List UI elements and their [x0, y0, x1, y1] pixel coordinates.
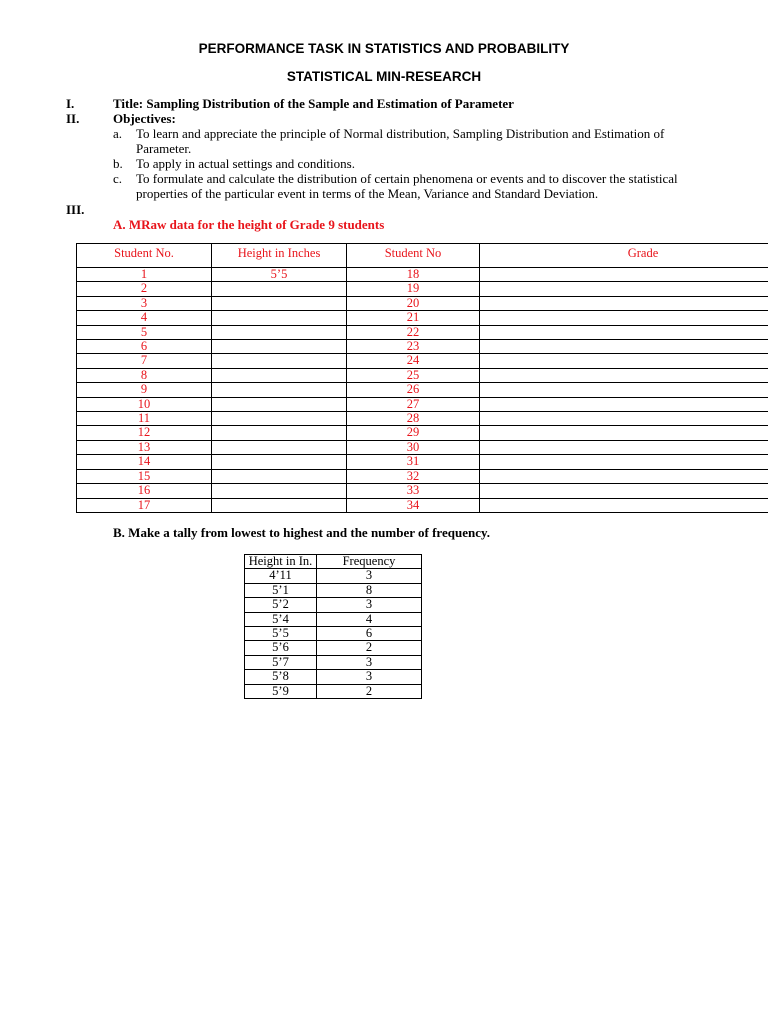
raw-table-row — [77, 440, 768, 454]
tally-table-row — [245, 569, 422, 583]
raw-table-cell: 28 — [347, 412, 480, 426]
objective-c-letter: c. — [113, 171, 123, 186]
objective-b-text: To apply in actual settings and conditions. — [136, 156, 355, 171]
raw-table-row — [77, 268, 768, 282]
raw-table-cell — [480, 311, 768, 325]
raw-table-row — [77, 368, 768, 382]
raw-table-cell: 31 — [347, 455, 480, 469]
tally-table-row — [245, 598, 422, 612]
section-ii-title: Objectives: — [113, 111, 176, 126]
raw-table-cell — [480, 440, 768, 454]
raw-table-body — [77, 268, 768, 513]
raw-table-cell — [212, 455, 347, 469]
raw-table-row — [77, 484, 768, 498]
raw-table-cell — [480, 484, 768, 498]
raw-table-row — [77, 498, 768, 512]
raw-table-cell: 14 — [77, 455, 212, 469]
tally-table-cell: 3 — [317, 655, 422, 669]
raw-table-cell — [212, 426, 347, 440]
raw-table-cell — [212, 469, 347, 483]
document-heading: PERFORMANCE TASK IN STATISTICS AND PROBABILITY — [198, 41, 570, 56]
raw-table-cell — [480, 296, 768, 310]
tally-table-row — [245, 641, 422, 655]
raw-table-cell — [212, 484, 347, 498]
raw-table-row — [77, 296, 768, 310]
raw-table-cell — [480, 455, 768, 469]
raw-table-cell: 16 — [77, 484, 212, 498]
raw-table-cell: 22 — [347, 325, 480, 339]
raw-table-cell: 25 — [347, 368, 480, 382]
raw-table-cell: 30 — [347, 440, 480, 454]
raw-table-cell — [212, 296, 347, 310]
raw-header-student-no: Student No. — [77, 244, 212, 268]
raw-table-cell — [212, 282, 347, 296]
tally-header-height: Height in In. — [245, 555, 317, 569]
raw-table-cell: 8 — [77, 368, 212, 382]
tally-table-cell: 3 — [317, 569, 422, 583]
tally-table-body — [245, 569, 422, 699]
tally-table-cell: 8 — [317, 583, 422, 597]
raw-table-cell: 13 — [77, 440, 212, 454]
tally-table-header — [245, 555, 422, 569]
raw-table-cell — [480, 426, 768, 440]
raw-table-cell: 32 — [347, 469, 480, 483]
raw-table-cell: 21 — [347, 311, 480, 325]
tally-table-row — [245, 670, 422, 684]
objective-a-letter: a. — [113, 126, 123, 141]
tally-table-cell: 3 — [317, 670, 422, 684]
tally-table-cell: 2 — [317, 641, 422, 655]
raw-table-cell: 3 — [77, 296, 212, 310]
raw-table-cell — [212, 311, 347, 325]
tally-table-row — [245, 583, 422, 597]
raw-table-cell: 24 — [347, 354, 480, 368]
raw-table-cell — [480, 354, 768, 368]
tally-table-row — [245, 684, 422, 698]
raw-table-cell — [480, 282, 768, 296]
raw-table-cell — [480, 383, 768, 397]
raw-header-grade: Grade — [480, 244, 768, 268]
raw-table-row — [77, 455, 768, 469]
tally-table-cell: 5’4 — [245, 612, 317, 626]
raw-header-height: Height in Inches — [212, 244, 347, 268]
raw-table-row — [77, 325, 768, 339]
raw-table-cell — [212, 325, 347, 339]
raw-header-student-no-2: Student No — [347, 244, 480, 268]
raw-table-cell: 17 — [77, 498, 212, 512]
raw-table-cell — [480, 268, 768, 282]
raw-table-cell — [212, 340, 347, 354]
raw-table-cell — [212, 368, 347, 382]
raw-table-row — [77, 282, 768, 296]
raw-table-cell: 4 — [77, 311, 212, 325]
raw-table-cell: 33 — [347, 484, 480, 498]
raw-table-row — [77, 426, 768, 440]
tally-table-row — [245, 655, 422, 669]
tally-table-cell: 5’2 — [245, 598, 317, 612]
raw-table-cell: 20 — [347, 296, 480, 310]
objective-b-letter: b. — [113, 156, 123, 171]
raw-table-cell — [212, 383, 347, 397]
section-iii-number: III. — [66, 202, 85, 217]
section-ii-number: II. — [66, 111, 80, 126]
raw-table-cell: 26 — [347, 383, 480, 397]
raw-table-row — [77, 412, 768, 426]
raw-table-cell — [480, 325, 768, 339]
part-a-label: A. MRaw data for the height of Grade 9 students — [113, 217, 385, 232]
raw-table-row — [77, 354, 768, 368]
tally-table-cell: 6 — [317, 627, 422, 641]
raw-table-cell: 19 — [347, 282, 480, 296]
raw-table-cell: 29 — [347, 426, 480, 440]
raw-table-cell — [480, 397, 768, 411]
raw-table-cell: 9 — [77, 383, 212, 397]
objective-c-text: To formulate and calculate the distribution of certain phenomena or events and to discover the statistical properties of the particular event in terms of the Mean, Variance and Standard Deviation. — [136, 171, 678, 201]
raw-table-cell: 5’5 — [212, 268, 347, 282]
raw-table-row — [77, 340, 768, 354]
raw-table-row — [77, 383, 768, 397]
tally-table-row — [245, 612, 422, 626]
raw-table-cell — [212, 397, 347, 411]
section-i-number: I. — [66, 96, 75, 111]
tally-table-cell: 2 — [317, 684, 422, 698]
tally-header-frequency: Frequency — [317, 555, 422, 569]
raw-table-cell: 15 — [77, 469, 212, 483]
tally-table-cell: 5’9 — [245, 684, 317, 698]
raw-table-cell — [212, 498, 347, 512]
raw-data-table — [76, 243, 768, 513]
raw-table-cell: 27 — [347, 397, 480, 411]
raw-table-cell: 5 — [77, 325, 212, 339]
tally-table-cell: 5’5 — [245, 627, 317, 641]
raw-table-cell — [480, 498, 768, 512]
tally-table-cell: 4 — [317, 612, 422, 626]
document-subheading: STATISTICAL MIN-RESEARCH — [286, 69, 482, 84]
raw-table-cell: 1 — [77, 268, 212, 282]
tally-table-cell: 4’11 — [245, 569, 317, 583]
tally-table-cell: 5’7 — [245, 655, 317, 669]
raw-table-cell: 6 — [77, 340, 212, 354]
raw-table-cell — [212, 440, 347, 454]
section-i-title: Title: Sampling Distribution of the Sample and Estimation of Parameter — [113, 96, 514, 111]
raw-table-cell — [480, 368, 768, 382]
raw-table-row — [77, 397, 768, 411]
raw-table-cell: 12 — [77, 426, 212, 440]
objective-a-text: To learn and appreciate the principle of Normal distribution, Sampling Distribution and Estimation of Parameter. — [136, 126, 665, 156]
raw-table-cell: 7 — [77, 354, 212, 368]
tally-table — [244, 554, 422, 699]
raw-table-cell — [480, 412, 768, 426]
tally-table-row — [245, 627, 422, 641]
tally-table-cell: 5’6 — [245, 641, 317, 655]
raw-table-header — [77, 244, 768, 268]
raw-table-cell: 2 — [77, 282, 212, 296]
raw-table-cell: 34 — [347, 498, 480, 512]
raw-table-cell — [480, 469, 768, 483]
part-b-label: B. Make a tally from lowest to highest and the number of frequency. — [113, 525, 490, 540]
raw-table-row — [77, 469, 768, 483]
raw-table-cell — [212, 354, 347, 368]
raw-table-cell: 18 — [347, 268, 480, 282]
tally-table-cell: 5’8 — [245, 670, 317, 684]
tally-table-cell: 5’1 — [245, 583, 317, 597]
raw-table-cell: 10 — [77, 397, 212, 411]
raw-table-cell — [212, 412, 347, 426]
raw-table-cell: 11 — [77, 412, 212, 426]
tally-table-cell: 3 — [317, 598, 422, 612]
raw-table-row — [77, 311, 768, 325]
raw-table-cell: 23 — [347, 340, 480, 354]
raw-table-cell — [480, 340, 768, 354]
